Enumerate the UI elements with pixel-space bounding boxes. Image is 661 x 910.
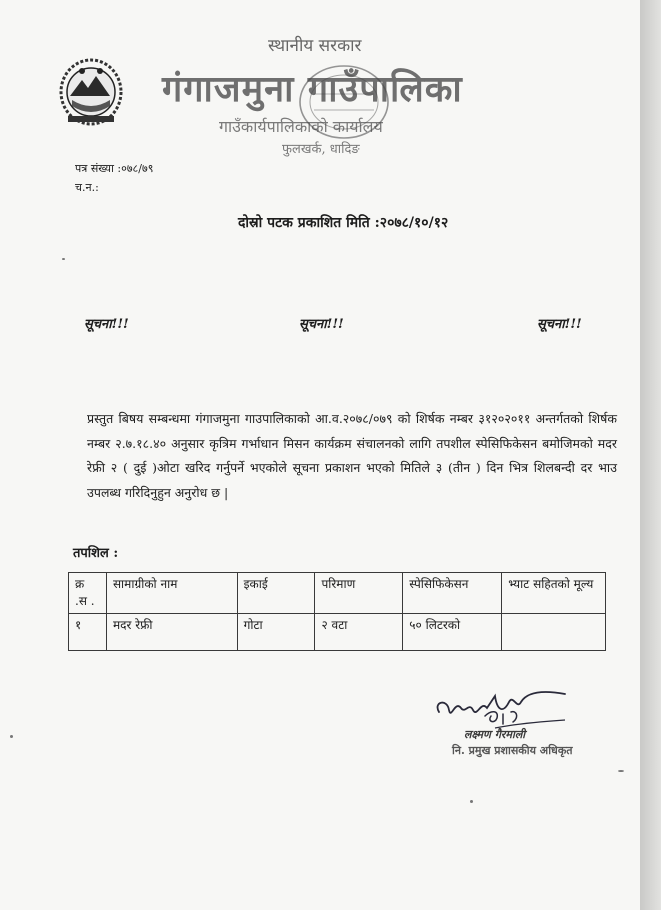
header-serial: क्र .स . <box>69 573 107 614</box>
header-item-name: सामाग्रीको नाम <box>106 573 237 614</box>
cell-price-with-vat <box>502 614 606 651</box>
table-row <box>69 614 606 651</box>
office-stamp-icon <box>296 62 392 142</box>
header-unit: इकाई <box>237 573 315 614</box>
cell-unit: गोटा <box>237 614 315 651</box>
cell-item-name: मदर रेफ्री <box>106 614 237 651</box>
notice-label-center: सूचना!!! <box>299 317 344 332</box>
office-address: फुलखर्क, धादिङ <box>282 142 360 157</box>
scan-speck <box>62 258 65 260</box>
scan-speck <box>10 735 13 738</box>
office-name: गाउँकार्यपालिकाको कार्यालय <box>219 117 383 136</box>
cell-serial: १ <box>69 614 107 651</box>
scan-edge <box>640 0 661 910</box>
coat-of-arms-icon <box>58 56 124 126</box>
notice-label-right: सूचना!!! <box>537 317 582 332</box>
header-price-with-vat: भ्याट सहितको मूल्य <box>502 573 606 614</box>
header-quantity: परिमाण <box>315 573 403 614</box>
notice-label-left: सूचना!!! <box>84 317 129 332</box>
signer-name: लक्ष्मण गैरमाली <box>464 728 526 741</box>
notice-body: प्रस्तुत बिषय सम्बन्धमा गंगाजमुना गाउपालिकाको आ.व.२०७८/०७९ को शिर्षक नम्बर ३१२०२०११ अन्तर्गतको शिर्षक नम्बर २.७.१८.४० अनुसार कृत्रिम गर्भाधान मिसन कार्यक्रम संचालनको लागि तपशील स्पेसिफिकेसन बमोजिमको मदर रेफ्री २ ( दुई )ओटा खरिद गर्नुपर्ने भएकोले सूचना प्रकाशन भएको मितिले ३ (तीन ) दिन भित्र शिलबन्दी दर भाउ उपलब्ध गरिदिनुहुन अनुरोध छ | <box>87 411 617 500</box>
cell-specification: ५० लिटरको <box>403 614 502 651</box>
table-header-row <box>69 573 606 614</box>
signer-title: नि. प्रमुख प्रशासकीय अधिकृत <box>452 744 573 757</box>
cell-quantity: २ वटा <box>315 614 403 651</box>
details-label: तपशिल : <box>73 546 119 561</box>
scan-speck <box>470 800 473 803</box>
dispatch-number: च.न.: <box>75 181 99 194</box>
municipality-name: गंगाजमुना गाउँपालिका <box>162 68 463 110</box>
scan-speck <box>618 770 624 772</box>
local-government-label: स्थानीय सरकार <box>268 36 362 56</box>
header-specification: स्पेसिफिकेसन <box>403 573 502 614</box>
items-table <box>68 572 606 651</box>
published-date: दोस्रो पटक प्रकाशित मिति :२०७८/१०/१२ <box>238 215 449 231</box>
letter-number: पत्र संख्या :०७८/७९ <box>75 162 154 175</box>
